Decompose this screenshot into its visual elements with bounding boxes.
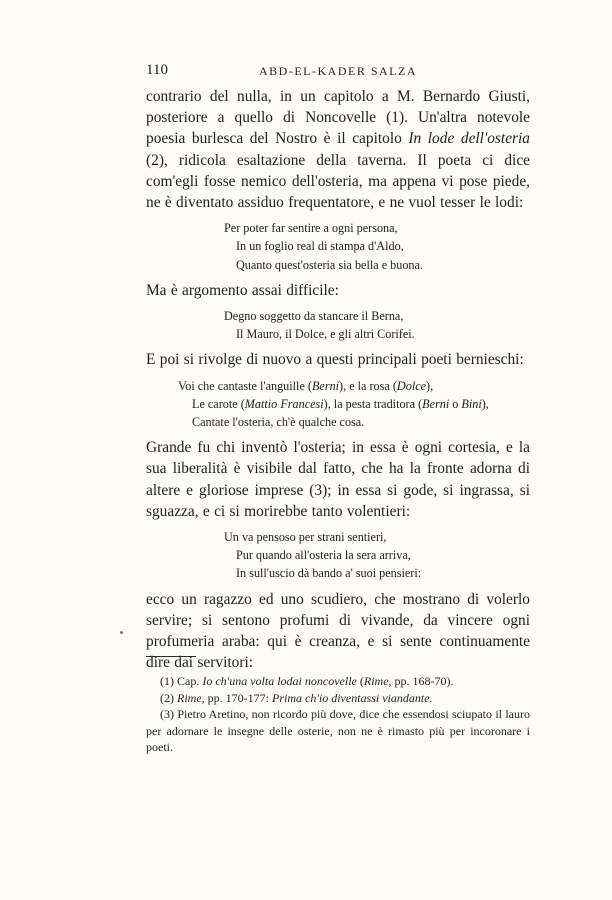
paragraph-2: Ma è argomento assai difficile: [146,281,339,299]
verse-line: Degno soggetto da stancare il Berna, [224,309,404,324]
running-head: ABD-EL-KADER SALZA [259,64,417,78]
verse-quote-2 [224,307,530,343]
author-name-berni: Berni [422,396,450,411]
cited-work-rime: Rime [177,690,202,705]
verse-text: o [449,396,462,411]
verse-text: Le carote ( [192,396,245,411]
footnote-text: (1) Cap. [160,674,203,688]
verse-text: ), la pesta traditora ( [323,396,423,411]
footnote-text: , pp. 170-177: [201,690,272,705]
cited-title: Prima ch'io diventassi viandante. [272,690,433,705]
page-header [146,62,530,82]
verse-quote-1 [224,219,530,274]
footnote-text: ( [356,674,364,688]
verse-line: Cantate l'osteria, ch'è qualche cosa. [192,415,365,430]
page-number: 110 [146,62,168,78]
verse-line: Un va pensoso per strani sentieri, [224,530,387,545]
verse-line [178,395,530,413]
author-name-mattio-francesi: Mattio Francesi [244,396,324,411]
paragraph-4: Grande fu chi inventò l'osteria; in essa è ogni cortesia, e la sua liberalità è visibile dal fatto, che ha la fronte adorna di altere e gloriose imprese (3); in essa si gode, si ingrassa, si sguazza, e ci si morirebbe tanto volentieri: [146,439,530,520]
cited-work-rime: Rime [363,674,389,688]
paragraph-1-text-a: contrario del nulla, in un capitolo a M. Bernardo Giusti, posteriore a quello di Noncovelle (1). Un'altra notevole poesia burlesca del Nostro è il capitolo [146,88,530,148]
author-name-dolce: Dolce [396,378,427,393]
verse-line: Per poter far sentire a ogni persona, [224,221,398,236]
verse-text: ), e la rosa ( [339,378,397,393]
paragraph-5: ecco un ragazzo ed uno scudiero, che mostrano di volerlo servire; si sentono profumi di vivande, da vincere ogni profumeria araba: qui è creanza, e si sente continuamente dire dai servitori: [146,590,530,672]
footnote-separator [146,656,196,657]
author-name-bini: Bini [461,396,482,411]
verse-quote-3 [178,377,530,432]
verse-line: Pur quando all'osteria la sera arriva, [236,548,411,563]
cited-title: Io ch'una volta lodai noncovelle [202,674,357,688]
verse-text: ), [426,378,434,393]
footnote-1 [146,673,530,690]
verse-line: Il Mauro, il Dolce, e gli altri Corifei. [236,327,415,342]
page-body [146,86,530,673]
author-name-berni: Berni [311,378,340,393]
verse-line: In un foglio real di stampa d'Aldo, [236,239,404,254]
verse-text: Voi che cantaste l'anguille ( [178,378,312,393]
footnote-3: (3) Pietro Aretino, non ricordo più dove, dice che essendosi sciupato il lauro per adornare le insegne delle osterie, non ne è rimasto più per incoronare i poeti. [146,707,530,755]
verse-line: In sull'uscio dà bando a' suoi pensieri: [236,566,422,581]
footnote-text: (2) [160,690,177,705]
verse-line [178,377,530,395]
verse-text: ), [481,396,489,411]
footnote-text: , pp. 168-70). [388,674,454,688]
verse-quote-4 [224,528,530,583]
poem-title-in-lode-dell-osteria: In lode dell'osteria [408,130,530,148]
paragraph-1-text-b: (2), ridicola esaltazione della taverna. Il poeta ci dice com'egli fosse nemico dell'osteria, ma appena vi pose piede, ne è diventato assiduo frequentatore, e ne vuol tesser le lodi: [146,151,530,212]
margin-speck [120,631,123,634]
footnotes [146,673,530,756]
paragraph-1 [146,86,530,213]
verse-line: Quanto quest'osteria sia bella e buona. [236,257,423,272]
paragraph-3: E poi si rivolge di nuovo a questi principali poeti bernieschi: [146,351,524,369]
footnote-2 [146,690,530,707]
